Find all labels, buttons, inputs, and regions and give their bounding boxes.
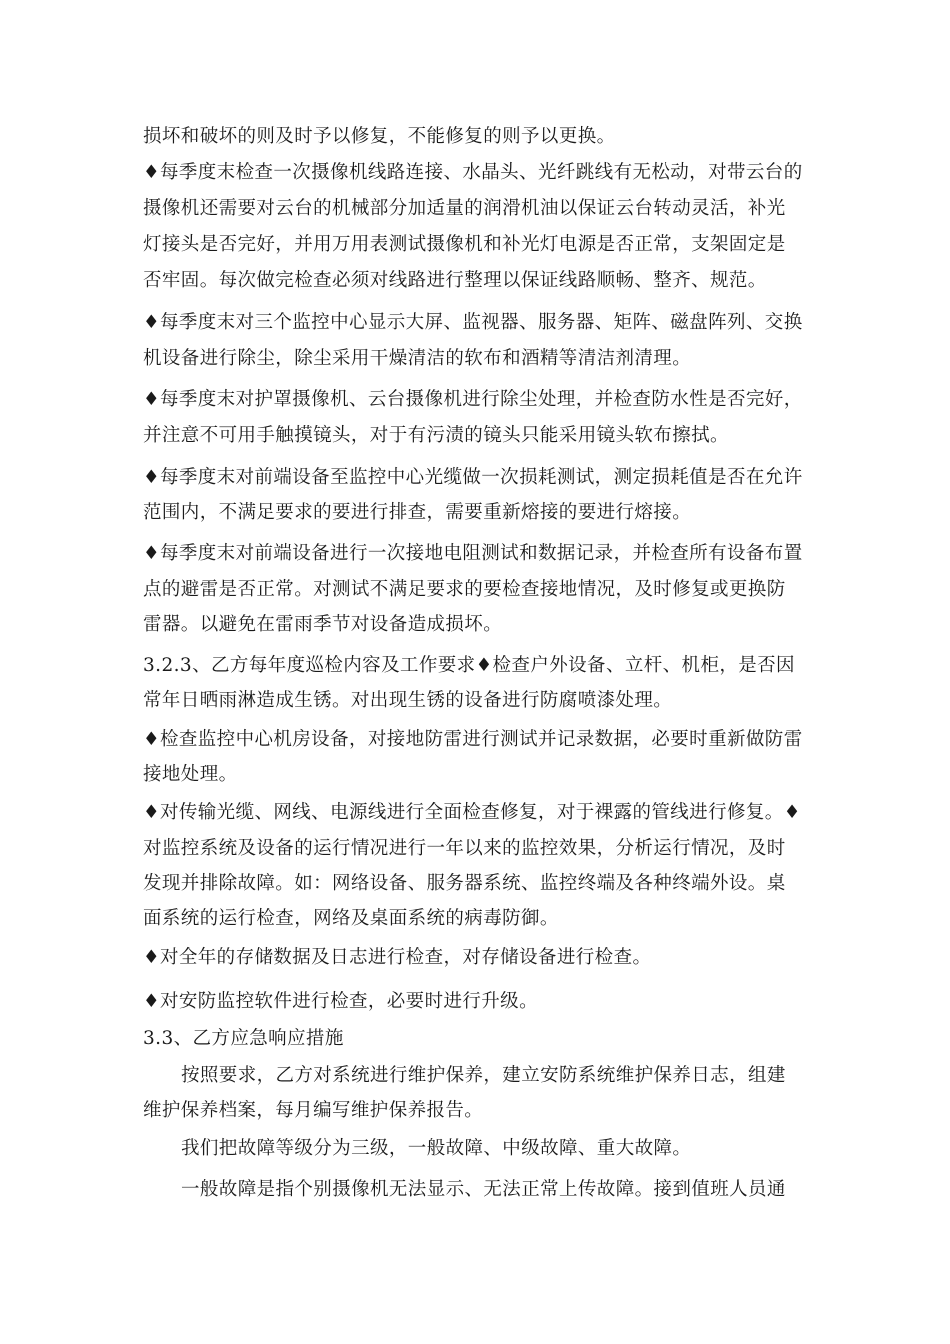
text-line: ♦对全年的存储数据及日志进行检查，对存储设备进行检查。 <box>143 947 652 968</box>
text-line: 我们把故障等级分为三级，一般故障、中级故障、重大故障。 <box>181 1138 692 1159</box>
text-line: 并注意不可用手触摸镜头，对于有污渍的镜头只能采用镜头软布擦拭。 <box>143 425 729 446</box>
text-line: ♦每季度末对护罩摄像机、云台摄像机进行除尘处理，并检查防水性是否完好， <box>143 389 803 410</box>
text-line: ♦每季度末对三个监控中心显示大屏、监视器、服务器、矩阵、磁盘阵列、交换 <box>143 312 803 333</box>
text-line: 摄像机还需要对云台的机械部分加适量的润滑机油以保证云台转动灵活，补光 <box>143 198 786 219</box>
text-line: 3.2.3、乙方每年度巡检内容及工作要求♦检查户外设备、立杆、机柜，是否因 <box>143 655 795 676</box>
text-line: 面系统的运行检查，网络及桌面系统的病毒防御。 <box>143 908 559 929</box>
text-line: 按照要求，乙方对系统进行维护保养，建立安防系统维护保养日志，组建 <box>181 1065 786 1086</box>
text-line: ♦对安防监控软件进行检查，必要时进行升级。 <box>143 991 538 1012</box>
text-line: 常年日晒雨淋造成生锈。对出现生锈的设备进行防腐喷漆处理。 <box>143 690 673 711</box>
text-line: ♦每季度末对前端设备进行一次接地电阻测试和数据记录，并检查所有设备布置 <box>143 543 803 564</box>
text-line: 雷器。以避免在雷雨季节对设备造成损坏。 <box>143 614 503 635</box>
text-line: 维护保养档案，每月编写维护保养报告。 <box>143 1100 484 1121</box>
text-line: 机设备进行除尘，除尘采用干燥清洁的软布和酒精等清洁剂清理。 <box>143 348 692 369</box>
text-line: 一般故障是指个别摄像机无法显示、无法正常上传故障。接到值班人员通 <box>181 1179 786 1200</box>
text-line: 损坏和破坏的则及时予以修复，不能修复的则予以更换。 <box>143 126 616 147</box>
text-line: 点的避雷是否正常。对测试不满足要求的要检查接地情况，及时修复或更换防 <box>143 579 786 600</box>
text-line: ♦每季度末对前端设备至监控中心光缆做一次损耗测试，测定损耗值是否在允许 <box>143 467 803 488</box>
text-line: ♦检查监控中心机房设备，对接地防雷进行测试并记录数据，必要时重新做防雷 <box>143 729 803 750</box>
text-line: 灯接头是否完好，并用万用表测试摄像机和补光灯电源是否正常，支架固定是 <box>143 234 786 255</box>
text-line: 接地处理。 <box>143 764 238 785</box>
text-line: ♦对传输光缆、网线、电源线进行全面检查修复，对于裸露的管线进行修复。♦ <box>143 802 801 823</box>
section-heading: 3.3、乙方应急响应措施 <box>143 1028 344 1049</box>
text-line: ♦每季度末检查一次摄像机线路连接、水晶头、光纤跳线有无松动，对带云台的 <box>143 162 803 183</box>
text-line: 范围内，不满足要求的要进行排查，需要重新熔接的要进行熔接。 <box>143 502 692 523</box>
text-line: 否牢固。每次做完检查必须对线路进行整理以保证线路顺畅、整齐、规范。 <box>143 270 767 291</box>
text-line: 发现并排除故障。如：网络设备、服务器系统、监控终端及各种终端外设。桌 <box>143 873 786 894</box>
text-line: 对监控系统及设备的运行情况进行一年以来的监控效果，分析运行情况，及时 <box>143 838 786 859</box>
